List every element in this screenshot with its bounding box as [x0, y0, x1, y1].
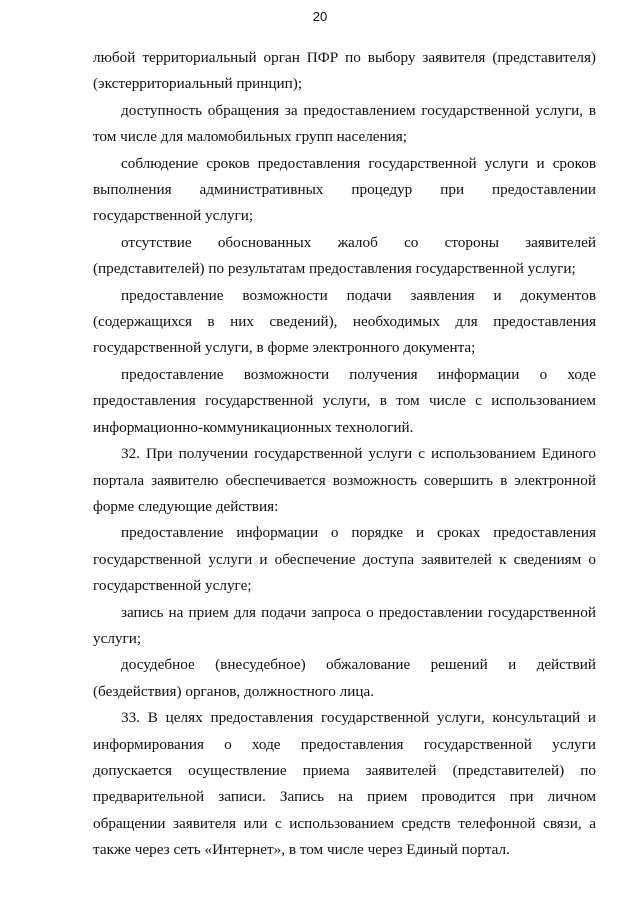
paragraph-territorial-body: любой территориальный орган ПФР по выбору заявителя (представителя) (экстерриториальный принцип); — [93, 49, 596, 93]
paragraph-clause-33: 33. В целях предоставления государственной услуги, консультаций и информирования о ходе предоставления государственной услуги допускается осуществление приема заявителей (представителей) по предварительной записи. Запись на прием проводится при личном обращении заявителя или с использованием средств телефонной связи, а также через сеть «Интернет», в том числе через Единый портал. — [93, 709, 596, 859]
paragraph-appointment: запись на прием для подачи запроса о предоставлении государственной услуги; — [93, 603, 596, 647]
page-number: 20 — [312, 9, 328, 24]
document-body — [93, 45, 596, 864]
paragraph-no-complaints: отсутствие обоснованных жалоб со стороны заявителей (представителей) по результатам предоставления государственной услуги; — [93, 233, 596, 278]
paragraph-info-provision: предоставление информации о порядке и сроках предоставления государственной услуги и обеспечение доступа заявителей к сведениям о государственной услуге; — [93, 524, 596, 595]
paragraph-progress-information: предоставление возможности получения информации о ходе предоставления государственной услуги, в том числе с использованием информационно-коммуникационных технологий. — [93, 365, 596, 436]
paragraph-electronic-submission: предоставление возможности подачи заявления и документов (содержащихся в них сведений), необходимых для предоставления государственной услуги, в форме электронного документа; — [93, 286, 596, 357]
paragraph-accessibility: доступность обращения за предоставлением государственной услуги, в том числе для маломобильных групп населения; — [93, 101, 596, 146]
paragraph-appeal: досудебное (внесудебное) обжалование решений и действий (бездействия) органов, должностного лица. — [93, 656, 596, 700]
paragraph-clause-32: 32. При получении государственной услуги с использованием Единого портала заявителю обеспечивается возможность совершить в электронной форме следующие действия: — [93, 445, 596, 515]
paragraph-deadlines: соблюдение сроков предоставления государственной услуги и сроков выполнения административных процедур при предоставлении государственной услуги; — [93, 154, 596, 225]
